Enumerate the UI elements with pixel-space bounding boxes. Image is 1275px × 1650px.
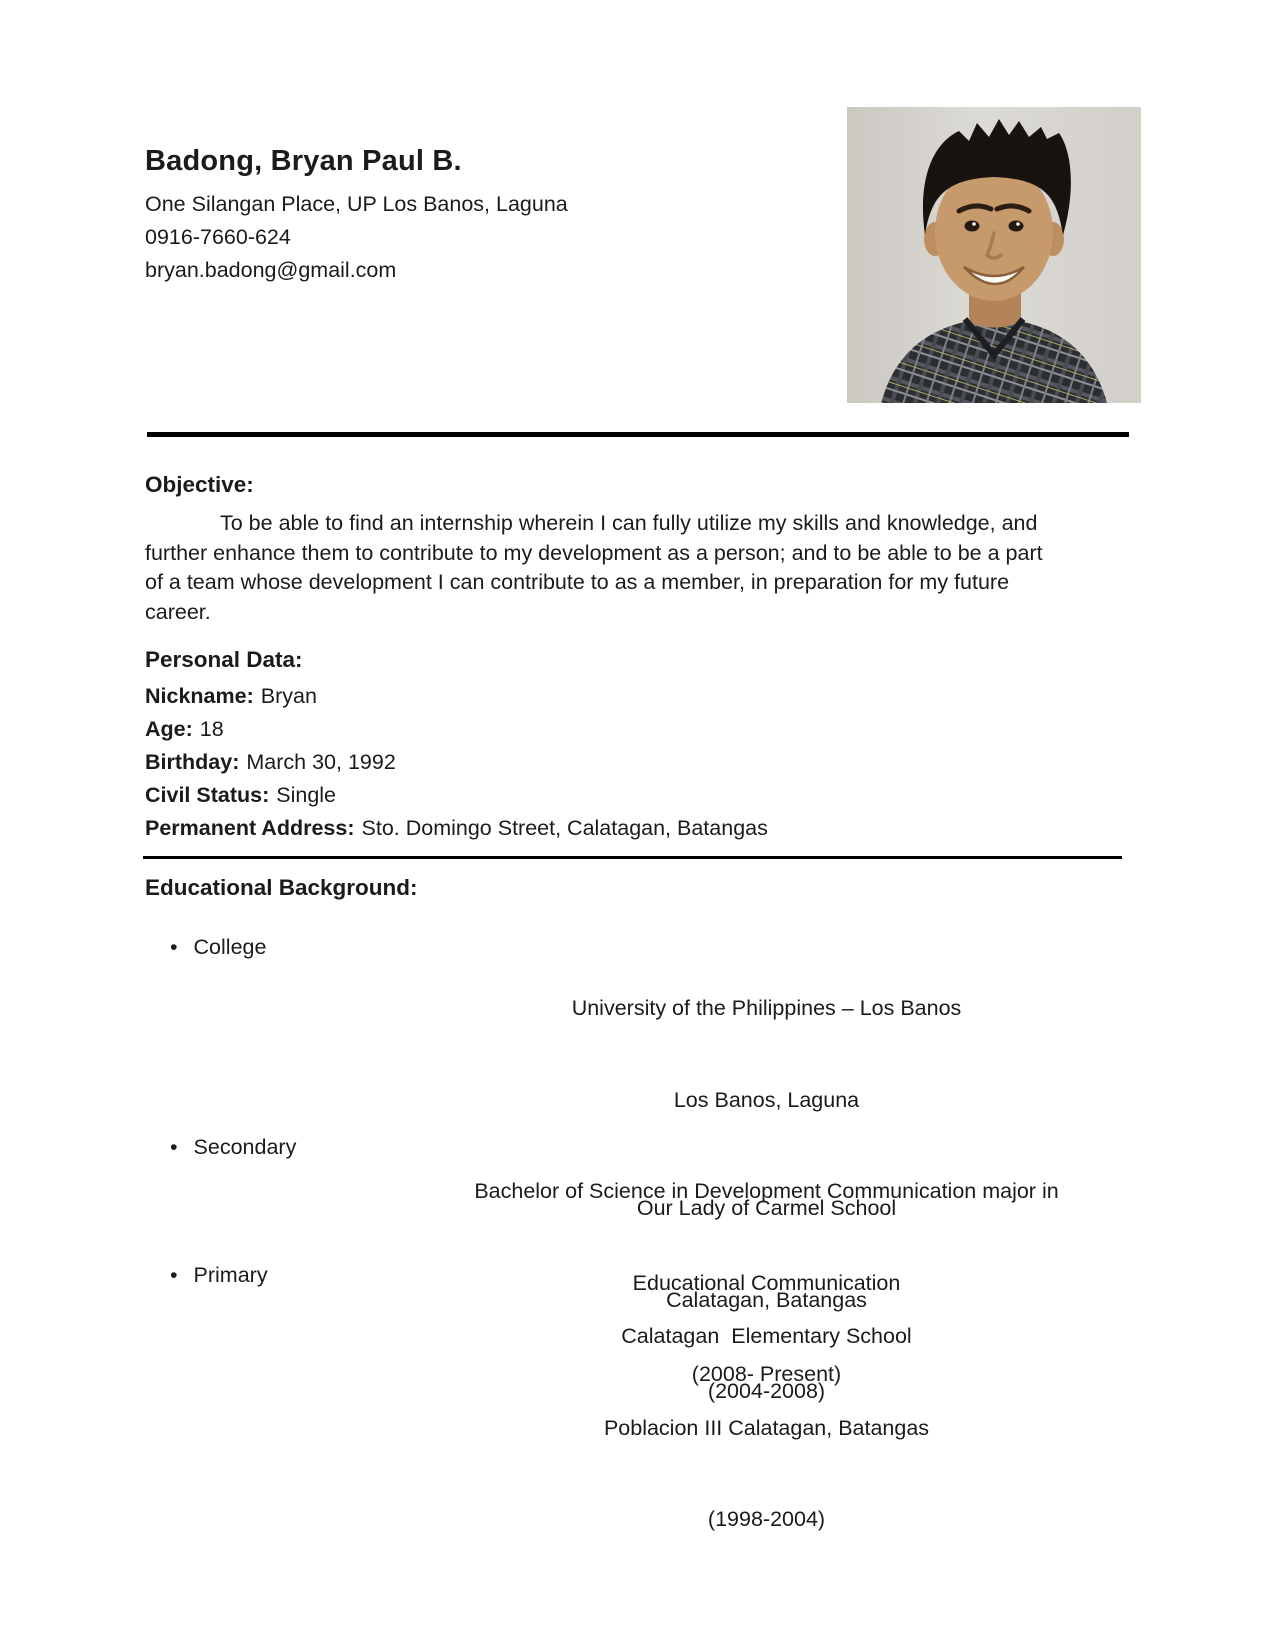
field-age-value: 18: [199, 717, 224, 741]
education-heading: Educational Background:: [145, 875, 418, 900]
divider-top: [147, 432, 1129, 437]
education-level: [170, 1260, 268, 1291]
education-detail-line: (2008- Present): [691, 1362, 842, 1386]
education-level: [170, 932, 266, 963]
education-level-label: College: [193, 935, 267, 959]
education-detail-line: University of the Philippines – Los Banos: [571, 996, 962, 1020]
field-permanent-address-value: Sto. Domingo Street, Calatagan, Batangas: [361, 816, 768, 840]
education-level-label: Primary: [193, 1263, 268, 1287]
applicant-address: One Silangan Place, UP Los Banos, Laguna: [145, 192, 568, 216]
field-birthday-label: Birthday:: [145, 750, 240, 774]
education-detail-line: Calatagan, Batangas: [666, 1287, 867, 1312]
field-permanent-address: [145, 812, 1130, 845]
field-birthday-value: March 30, 1992: [246, 750, 396, 774]
divider-middle: [143, 856, 1122, 859]
bullet-icon: •: [170, 935, 178, 959]
field-nickname-label: Nickname:: [145, 684, 254, 708]
education-detail-line: Educational Communication: [632, 1270, 901, 1295]
field-nickname-value: Bryan: [260, 684, 317, 708]
bullet-icon: •: [170, 1263, 178, 1287]
education-detail-line: Calatagan Elementary School: [621, 1324, 912, 1348]
field-age-label: Age:: [145, 717, 193, 741]
field-civil-status: [145, 779, 1130, 812]
field-civil-status-label: Civil Status:: [145, 783, 270, 807]
education-detail-line: Poblacion III Calatagan, Batangas: [603, 1415, 930, 1440]
education-level: [170, 1132, 296, 1163]
applicant-email: bryan.badong@gmail.com: [145, 258, 397, 282]
education-entry-primary: [145, 1260, 1130, 1596]
education-details: [403, 1260, 1130, 1596]
education-detail-line: Our Lady of Carmel School: [636, 1196, 897, 1220]
objective-heading: Objective:: [145, 472, 254, 497]
personal-data-section: [145, 646, 1130, 845]
field-nickname: [145, 680, 1130, 713]
education-detail-line: (1998-2004): [707, 1507, 826, 1531]
field-birthday: [145, 746, 1130, 779]
education-detail-line: Bachelor of Science in Development Communication major in: [474, 1179, 1059, 1203]
field-permanent-address-label: Permanent Address:: [145, 816, 355, 840]
resume-header: [145, 143, 568, 287]
objective-text: To be able to find an internship wherein I can fully utilize my skills and knowledge, and further enhance them to contribute to my development as a person; and to be able to be a part of a team whose development I can contribute to as a member, in preparation for my future career.: [145, 511, 1043, 624]
objective-section: [145, 471, 1060, 627]
field-age: [145, 713, 1130, 746]
field-civil-status-value: Single: [276, 783, 337, 807]
personal-data-heading: Personal Data:: [145, 647, 303, 672]
applicant-phone: 0916-7660-624: [145, 225, 291, 249]
education-detail-line: (2004-2008): [707, 1379, 826, 1403]
applicant-photo-image: [847, 107, 1141, 403]
applicant-photo: [847, 107, 1141, 403]
education-level-label: Secondary: [193, 1135, 297, 1159]
applicant-name: Badong, Bryan Paul B.: [145, 145, 462, 177]
bullet-icon: •: [170, 1135, 178, 1159]
education-detail-line: Los Banos, Laguna: [673, 1087, 860, 1112]
